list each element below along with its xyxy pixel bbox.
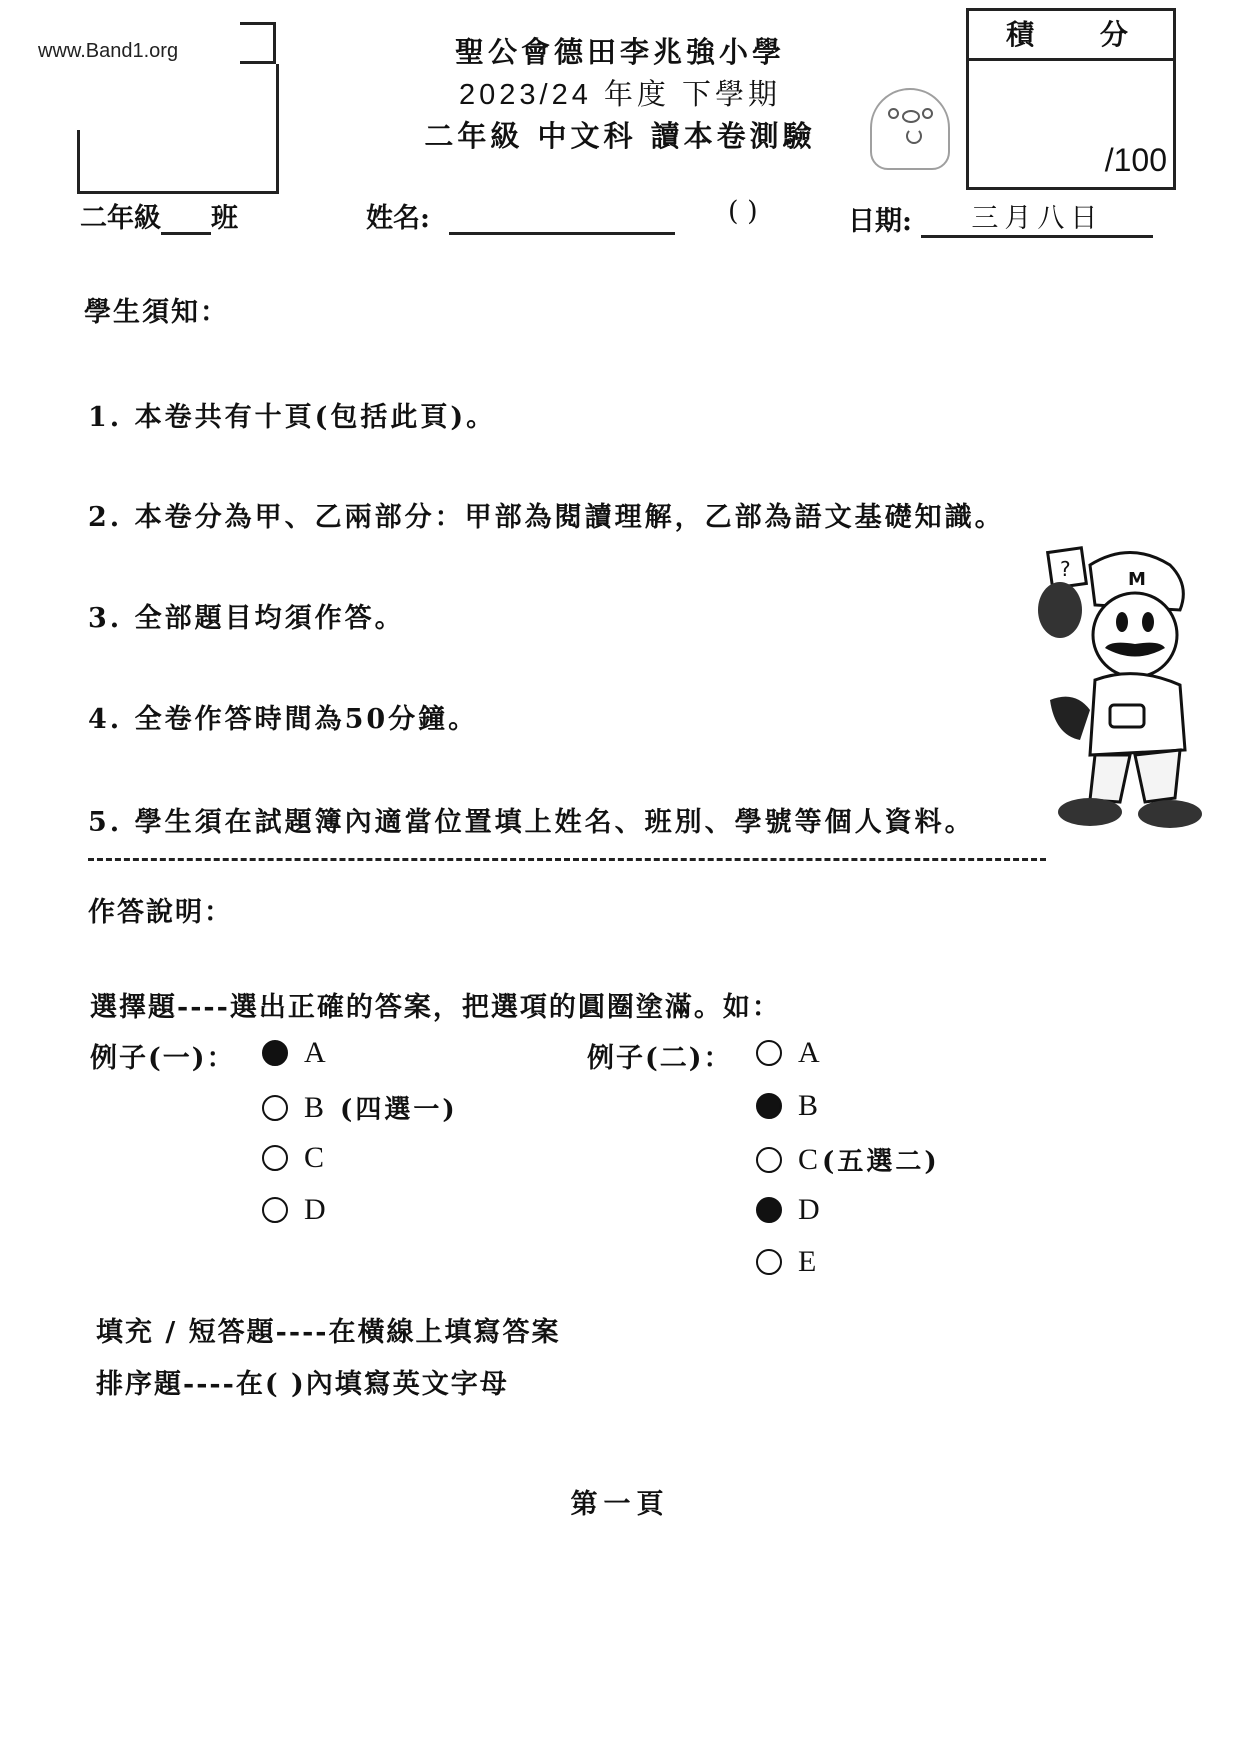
dashed-divider <box>88 858 1046 861</box>
date-label: 日期: <box>848 206 912 237</box>
student-number-paren[interactable]: ( ) <box>728 196 758 227</box>
class-blank[interactable] <box>161 232 211 235</box>
date-field <box>848 196 1153 238</box>
option-letter: C <box>304 1141 325 1174</box>
option-letter: C <box>798 1142 819 1176</box>
empty-circle-icon <box>262 1197 288 1223</box>
instruction-item: 3. 全部題目均須作答。 <box>88 603 405 634</box>
instruction-item: 4. 全卷作答時間為50分鐘。 <box>88 704 479 735</box>
example2-label: 例子(二)： <box>587 1043 733 1074</box>
empty-circle-icon <box>756 1147 782 1173</box>
example2-option-c <box>756 1141 940 1178</box>
option-letter: A <box>798 1036 820 1069</box>
example2-option-b <box>756 1089 818 1123</box>
instruction-item: 1. 本卷共有十頁(包括此頁)。 <box>88 402 497 433</box>
example1-option-a <box>262 1036 326 1070</box>
class-number-box-left-edge <box>77 130 80 194</box>
page-number: 第一頁 <box>570 1489 670 1520</box>
instruction-item: 5. 學生須在試題簿內適當位置填上姓名、班別、學號等個人資料。 <box>88 807 975 838</box>
instructions-title: 學生須知： <box>84 297 229 328</box>
answer-guide-title: 作答說明： <box>88 897 233 928</box>
watermark-text: www.Band1.org <box>38 40 179 62</box>
option-letter: B <box>798 1089 819 1122</box>
empty-circle-icon <box>262 1095 288 1121</box>
name-field[interactable] <box>366 196 675 235</box>
example1-note: (四選一) <box>340 1095 458 1125</box>
school-name: 聖公會德田李兆強小學 <box>454 35 785 69</box>
class-number-box-tab <box>240 22 276 64</box>
example1-option-c <box>262 1141 324 1175</box>
class-number-box <box>77 64 279 194</box>
score-total: /100 <box>1104 142 1167 178</box>
class-suffix: 班 <box>211 203 238 234</box>
empty-circle-icon <box>262 1145 288 1171</box>
term-title: 2023/24 年度 下學期 <box>459 79 781 111</box>
order-instruction: 排序題----在( )內填寫英文字母 <box>96 1369 509 1400</box>
exam-title: 二年級 中文科 讀本卷測驗 <box>424 119 816 153</box>
score-label: 積 分 <box>969 11 1173 61</box>
option-letter: E <box>798 1245 817 1278</box>
name-blank[interactable] <box>449 232 675 235</box>
svg-text:M: M <box>1128 569 1146 590</box>
filled-circle-icon <box>262 1040 288 1066</box>
filled-circle-icon <box>756 1093 782 1119</box>
class-prefix: 二年級 <box>80 203 161 234</box>
filled-circle-icon <box>756 1197 782 1223</box>
example2-option-a <box>756 1036 820 1070</box>
instruction-item: 2. 本卷分為甲、乙兩部分：甲部為閱讀理解，乙部為語文基礎知識。 <box>88 502 1005 533</box>
option-letter: D <box>798 1193 820 1226</box>
empty-circle-icon <box>756 1040 782 1066</box>
example1-label: 例子(一)： <box>90 1043 236 1074</box>
example1-option-d <box>262 1193 326 1227</box>
svg-text:?: ? <box>1060 557 1071 581</box>
example2-option-e <box>756 1245 816 1279</box>
class-field[interactable] <box>80 196 238 235</box>
example2-note: (五選二) <box>822 1147 940 1177</box>
mario-illustration-icon <box>1020 540 1220 840</box>
date-value: 三月八日 <box>921 196 1153 238</box>
option-letter: A <box>304 1036 326 1069</box>
score-box <box>966 8 1176 190</box>
option-letter: B <box>304 1090 325 1124</box>
fill-instruction: 填充 / 短答題----在橫線上填寫答案 <box>96 1317 561 1348</box>
mc-instruction: 選擇題----選出正確的答案，把選項的圓圈塗滿。如： <box>90 992 781 1023</box>
example2-option-d <box>756 1193 820 1227</box>
example1-option-b <box>262 1089 458 1126</box>
option-letter: D <box>304 1193 326 1226</box>
name-label: 姓名: <box>366 203 430 234</box>
empty-circle-icon <box>756 1249 782 1275</box>
ghost-doodle-icon <box>870 88 950 170</box>
